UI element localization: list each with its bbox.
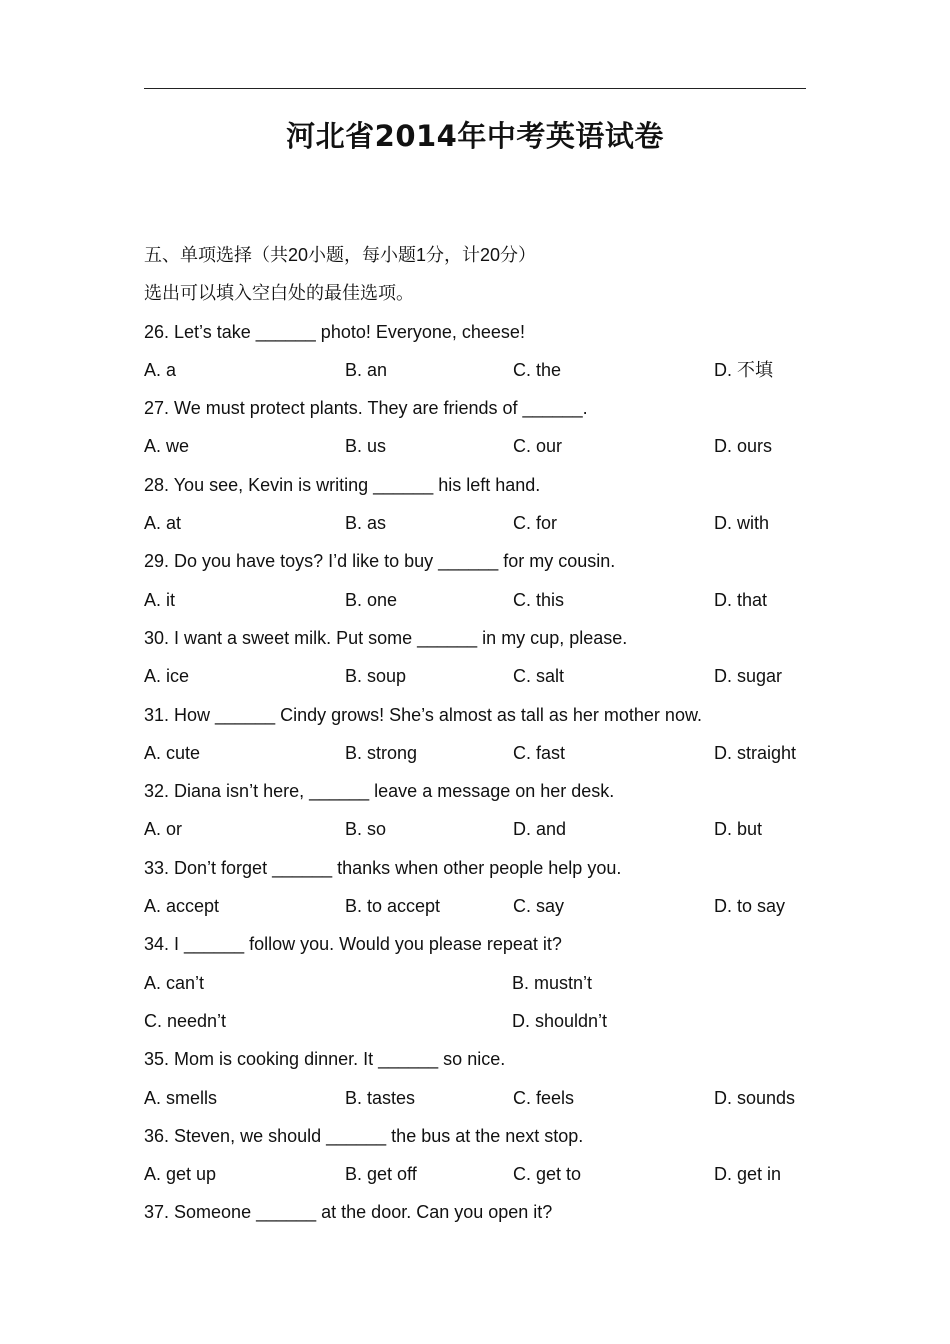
option-d: D. get in bbox=[714, 1164, 782, 1185]
option-c: C. say bbox=[513, 896, 565, 917]
option-b: B. one bbox=[345, 589, 398, 610]
option-d: D. ours bbox=[714, 436, 773, 457]
question-35: 35. Mom is cooking dinner. It ______ so nice. bbox=[144, 1049, 506, 1070]
option-c: C. the bbox=[513, 359, 562, 380]
option-d: D. with bbox=[714, 513, 770, 534]
option-b: B. us bbox=[345, 436, 387, 457]
page-title: 河北省2014年中考英语试卷 bbox=[286, 119, 664, 153]
option-b: B. mustn’t bbox=[512, 972, 593, 993]
section-heading: 五、单项选择（共20小题，每小题1分，计20分） bbox=[144, 245, 537, 265]
section-instruction: 选出可以填入空白处的最佳选项。 bbox=[144, 283, 414, 304]
option-b: B. get off bbox=[345, 1164, 417, 1185]
options-34-row-2 bbox=[144, 1006, 824, 1044]
question-26: 26. Let’s take ______ photo! Everyone, cheese! bbox=[144, 321, 525, 342]
option-a: A. ice bbox=[144, 666, 190, 687]
option-a: A. accept bbox=[144, 896, 220, 917]
option-d: D. shouldn’t bbox=[512, 1010, 608, 1031]
options-33 bbox=[144, 891, 824, 929]
option-b: B. an bbox=[345, 359, 388, 380]
options-29 bbox=[144, 585, 824, 623]
header-rule bbox=[144, 88, 806, 89]
option-d: D. sugar bbox=[714, 666, 783, 687]
option-b: B. soup bbox=[345, 666, 407, 687]
option-b: B. as bbox=[345, 513, 387, 534]
options-28 bbox=[144, 508, 824, 546]
option-b: B. strong bbox=[345, 742, 418, 763]
options-34-row-1 bbox=[144, 968, 824, 1006]
option-c: C. salt bbox=[513, 666, 565, 687]
option-a: A. smells bbox=[144, 1087, 218, 1108]
option-b: B. so bbox=[345, 819, 387, 840]
option-b: B. tastes bbox=[345, 1087, 416, 1108]
section-five bbox=[144, 240, 824, 1236]
option-a: A. get up bbox=[144, 1164, 217, 1185]
option-c: C. get to bbox=[513, 1164, 582, 1185]
option-a: A. a bbox=[144, 359, 177, 380]
option-d: D. 不填 bbox=[714, 359, 774, 380]
options-26 bbox=[144, 355, 824, 393]
question-27: 27. We must protect plants. They are friends of ______. bbox=[144, 398, 588, 419]
options-27 bbox=[144, 431, 824, 469]
option-d: D. to say bbox=[714, 896, 786, 917]
option-d: D. straight bbox=[714, 742, 797, 763]
option-c: C. feels bbox=[513, 1087, 575, 1108]
option-d: D. that bbox=[714, 589, 768, 610]
option-c: C. this bbox=[513, 589, 565, 610]
question-37: 37. Someone ______ at the door. Can you open it? bbox=[144, 1202, 553, 1223]
question-28: 28. You see, Kevin is writing ______ his left hand. bbox=[144, 474, 541, 495]
question-32: 32. Diana isn’t here, ______ leave a message on her desk. bbox=[144, 781, 615, 802]
option-a: A. can’t bbox=[144, 972, 205, 993]
option-a: A. it bbox=[144, 589, 176, 610]
options-35 bbox=[144, 1083, 824, 1121]
option-b: B. to accept bbox=[345, 896, 441, 917]
option-d: D. but bbox=[714, 819, 763, 840]
question-36: 36. Steven, we should ______ the bus at the next stop. bbox=[144, 1125, 584, 1146]
option-c: C. fast bbox=[513, 742, 566, 763]
question-34: 34. I ______ follow you. Would you please repeat it? bbox=[144, 934, 562, 955]
option-a: A. at bbox=[144, 513, 182, 534]
options-32 bbox=[144, 814, 824, 852]
question-30: 30. I want a sweet milk. Put some ______ in my cup, please. bbox=[144, 627, 628, 648]
option-c: C. for bbox=[513, 513, 558, 534]
option-c: C. needn’t bbox=[144, 1010, 227, 1031]
question-33: 33. Don’t forget ______ thanks when other people help you. bbox=[144, 857, 622, 878]
option-c: D. and bbox=[513, 819, 567, 840]
option-a: A. we bbox=[144, 436, 190, 457]
option-a: A. or bbox=[144, 819, 183, 840]
option-c: C. our bbox=[513, 436, 563, 457]
option-d: D. sounds bbox=[714, 1087, 796, 1108]
option-a: A. cute bbox=[144, 742, 201, 763]
question-31: 31. How ______ Cindy grows! She’s almost as tall as her mother now. bbox=[144, 704, 702, 725]
question-29: 29. Do you have toys? I’d like to buy ______ for my cousin. bbox=[144, 551, 616, 572]
options-31 bbox=[144, 738, 824, 776]
options-36 bbox=[144, 1159, 824, 1197]
options-30 bbox=[144, 661, 824, 699]
